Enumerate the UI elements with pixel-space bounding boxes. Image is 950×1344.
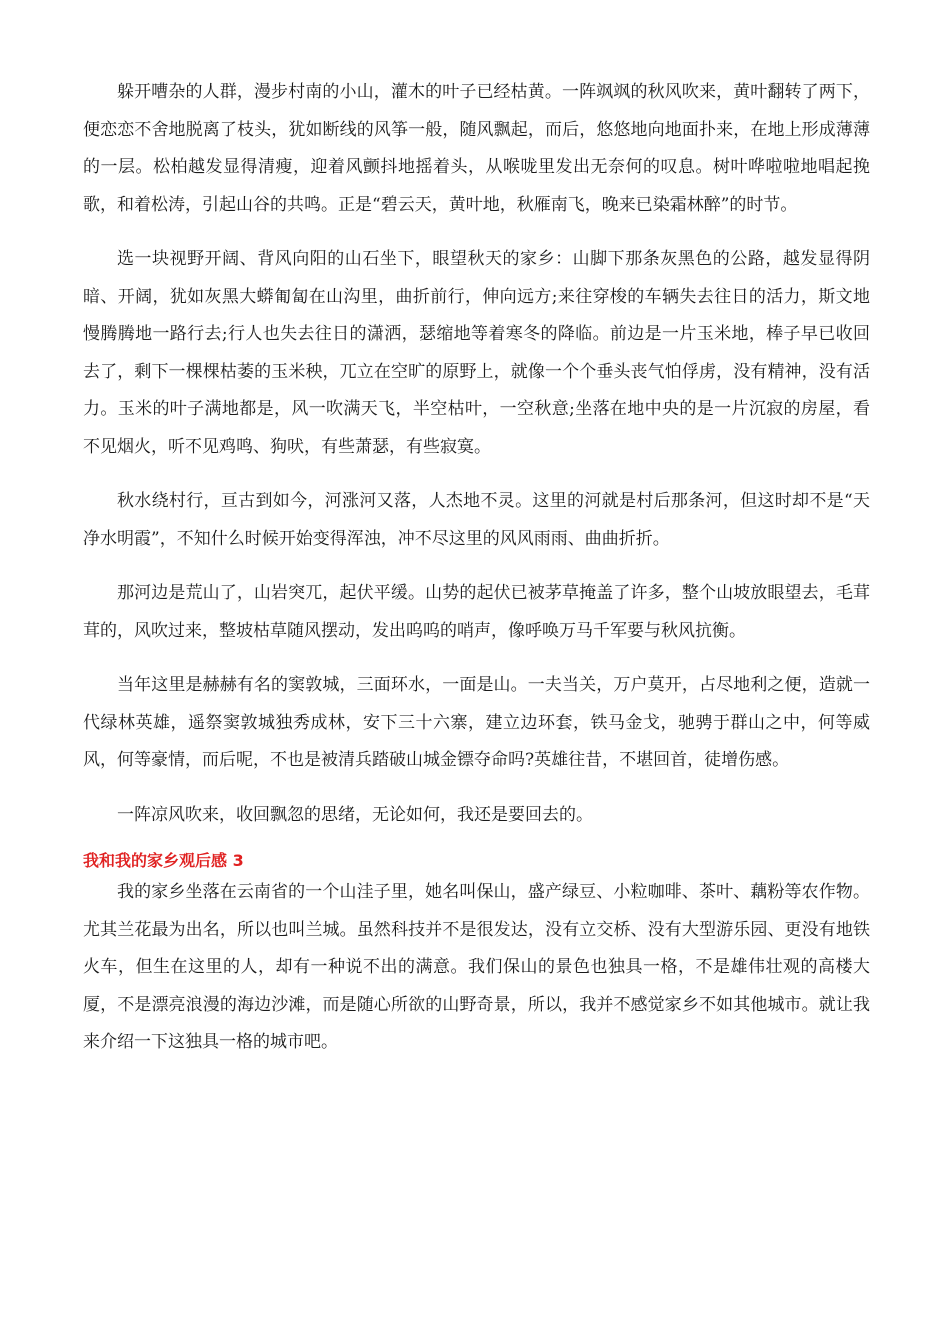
paragraph-6: 一阵凉风吹来，收回飘忽的思绪，无论如何，我还是要回去的。 — [117, 804, 593, 825]
paragraph-3: 秋水绕村行，亘古到如今，河涨河又落，人杰地不灵。这里的河就是村后那条河，但这时却不是“天净水明霞”，不知什么时候开始变得浑浊，冲不尽这里的风风雨雨、曲曲折折。 — [83, 491, 870, 549]
paragraph-5: 当年这里是赫赫有名的窦敦城，三面环水，一面是山。一夫当关，万户莫开，占尽地利之便，造就一代绿林英雄，遥祭窦敦城独秀成林，安下三十六寨，建立边环套，铁马金戈，驰骋于群山之中，何等威风，何等豪情，而后呢，不也是被清兵踏破山城金镖夺命吗?英雄往昔，不堪回首，徒增伤感。 — [83, 675, 870, 770]
section-heading: 我和我的家乡观后感 3 — [83, 851, 244, 870]
paragraph-4: 那河边是荒山了，山岩突兀，起伏平缓。山势的起伏已被茅草掩盖了许多，整个山坡放眼望去，毛茸茸的，风吹过来，整坡枯草随风摆动，发出呜呜的哨声，像呼唤万马千军要与秋风抗衡。 — [83, 583, 870, 641]
paragraph-7: 我的家乡坐落在云南省的一个山洼子里，她名叫保山，盛产绿豆、小粒咖啡、茶叶、藕粉等农作物。尤其兰花最为出名，所以也叫兰城。虽然科技并不是很发达，没有立交桥、没有大型游乐园、更没有地铁火车，但生在这里的人，却有一种说不出的满意。我们保山的景色也独具一格，不是雄伟壮观的高楼大厦，不是漂亮浪漫的海边沙滩，而是随心所欲的山野奇景，所以，我并不感觉家乡不如其他城市。就让我来介绍一下这独具一格的城市吧。 — [83, 882, 870, 1052]
paragraph-1: 躲开嘈杂的人群，漫步村南的小山，灌木的叶子已经枯黄。一阵飒飒的秋风吹来，黄叶翻转了两下，便恋恋不舍地脱离了枝头，犹如断线的风筝一般，随风飘起，而后，悠悠地向地面扑来，在地上形成薄薄的一层。松柏越发显得清瘦，迎着风颤抖地摇着头，从喉咙里发出无奈何的叹息。树叶哗啦啦地唱起挽歌，和着松涛，引起山谷的共鸣。正是“碧云天，黄叶地，秋雁南飞，晚来已染霜林醉”的时节。 — [83, 82, 870, 215]
paragraph-2: 选一块视野开阔、背风向阳的山石坐下，眼望秋天的家乡：山脚下那条灰黑色的公路，越发显得阴暗、开阔，犹如灰黑大蟒匍匐在山沟里，曲折前行，伸向远方;来往穿梭的车辆失去往日的活力，斯文地慢腾腾地一路行去;行人也失去往日的潇洒，瑟缩地等着寒冬的降临。前边是一片玉米地，棒子早已收回去了，剩下一棵棵枯萎的玉米秧，兀立在空旷的原野上，就像一个个垂头丧气怕俘虏，没有精神，没有活力。玉米的叶子满地都是，风一吹满天飞，半空枯叶，一空秋意;坐落在地中央的是一片沉寂的房屋，看不见烟火，听不见鸡鸣、狗吠，有些萧瑟，有些寂寞。 — [83, 249, 870, 457]
